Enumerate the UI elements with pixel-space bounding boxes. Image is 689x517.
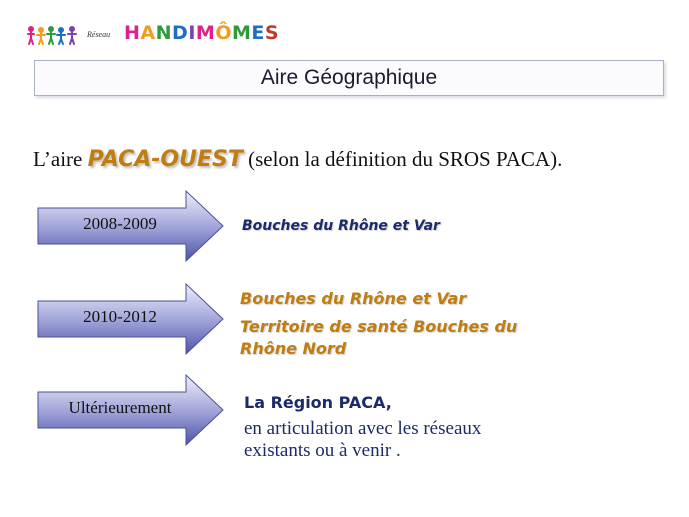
period-label: Ultérieurement — [68, 398, 172, 417]
period-label: 2008-2009 — [83, 214, 157, 233]
logo-letter: I — [188, 22, 196, 44]
intro-line — [33, 147, 562, 172]
logo-letter: M — [195, 22, 216, 44]
row3-line: en articulation avec les réseaux — [244, 418, 482, 439]
arrow-2010-2012 — [36, 282, 226, 356]
period-label: 2010-2012 — [83, 307, 157, 326]
arrow-2008-2009 — [36, 189, 226, 263]
logo-letter: E — [251, 22, 265, 44]
logo-letter: Ô — [215, 22, 232, 44]
logo-figures — [27, 24, 79, 46]
row2-line: Bouches du Rhône et Var — [240, 289, 467, 308]
row1-line: Bouches du Rhône et Var — [242, 218, 440, 234]
logo-letter: N — [155, 22, 173, 44]
arrow-ulterieurement — [36, 373, 226, 447]
intro-prefix: L’aire — [33, 147, 83, 171]
logo-letter: M — [231, 22, 252, 44]
logo-reseau-label: Réseau — [87, 30, 111, 39]
row2-line: Territoire de santé Bouches du — [240, 317, 518, 336]
logo-letter: A — [140, 22, 156, 44]
row3-line: La Région PACA, — [244, 393, 392, 412]
title-box — [34, 60, 664, 96]
intro-suffix: (selon la définition du SROS PACA). — [248, 147, 563, 171]
logo-letter: H — [124, 22, 141, 44]
logo-brand-word — [124, 22, 279, 44]
intro-emphasis: PACA-OUEST — [87, 147, 243, 172]
page-title: Aire Géographique — [260, 66, 438, 89]
row2-line: Rhône Nord — [240, 339, 347, 358]
row3-line: existants ou à venir . — [244, 440, 401, 461]
logo-letter: S — [264, 22, 280, 44]
logo-letter: D — [172, 22, 189, 44]
